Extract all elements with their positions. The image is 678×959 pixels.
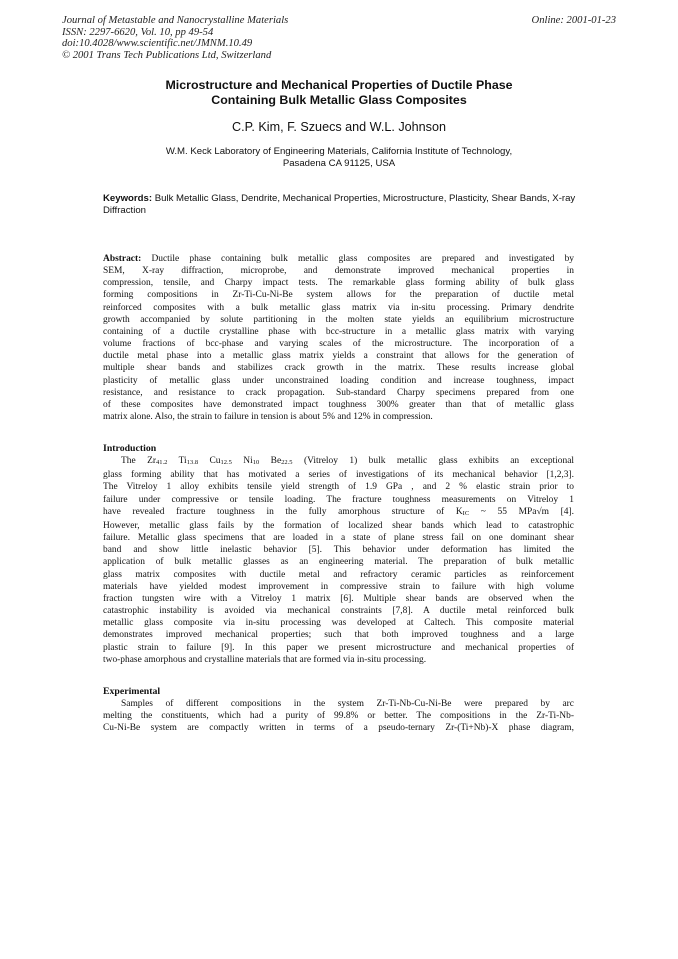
abstract-line: compression, tensile, and Charpy impact tests. The remarkable glass forming ability of bulk glass — [103, 278, 574, 289]
online-date: Online: 2001-01-23 — [531, 15, 616, 26]
abstract-line: SEM, X-ray diffraction, microprobe, and demonstrate improved mechanical properties in — [103, 266, 574, 277]
intro-first-line: The $Zr_{41.2}$ $Ti_{13.8}$ $Cu_{12.5}$ $Ni_{10}$ $Be_{22.5}$ (Vitreloy 1) bulk metallic glass exhibits an exceptional — [121, 456, 575, 467]
abstract-line: ductile metal phase into a metallic glass matrix yields a constraint that allows for the generation of — [103, 351, 574, 362]
intro-line: glass matrix composites with ductile metal and refractory ceramic particles as reinforcement — [103, 569, 574, 580]
abstract-label: Abstract: — [103, 254, 142, 264]
title-line-1: Microstructure and Mechanical Properties of Ductile Phase — [165, 78, 513, 92]
intro-line: catastrophic instability is avoided via mechanical constraints [7,8]. A ductile metal reinforced bulk — [103, 606, 574, 617]
abstract — [103, 253, 574, 423]
introduction-section — [103, 443, 574, 666]
issn-line: ISSN: 2297-6620, Vol. 10, pp 49-54 — [62, 26, 214, 38]
affiliation — [62, 146, 616, 170]
abstract-line: matrix alone. Also, the strain to failure in tension is about 5% and 12% in compression. — [103, 412, 433, 423]
intro-line: application of bulk metallic glasses as an engineering material. The preparation of bulk metallic — [103, 557, 574, 568]
copyright-line: © 2001 Trans Tech Publications Ltd, Switzerland — [62, 49, 272, 61]
intro-line: However, metallic glass fails by the formation of localized shear bands which lead to catastrophic — [103, 520, 574, 531]
experimental-line: melting the constituents, which had a purity of 99.8% or better. The compositions in the Zr-Ti-Nb- — [103, 711, 574, 722]
intro-line: metallic glass composite via in-situ processing was developed at Caltech. This composite material — [103, 618, 574, 629]
title-line-2: Containing Bulk Metallic Glass Composites — [211, 93, 467, 107]
intro-line: band and show little inelastic behavior [5]. This behavior under deformation has limited the — [103, 545, 574, 556]
paper-title — [62, 78, 616, 108]
abstract-line: of these composites have demonstrated impact toughness 300% greater than that of metallic glass — [103, 399, 574, 410]
journal-name: Journal of Metastable and Nanocrystalline Materials — [62, 15, 289, 26]
introduction-heading: Introduction — [103, 443, 157, 454]
intro-line: failure. Metallic glass specimens that are loaded in a state of plane stress fail on one dominant shear — [103, 533, 574, 544]
keywords — [103, 193, 577, 218]
intro-line: failure under compressive or tensile loading. The fracture toughness measurements on Vitreloy 1 — [103, 494, 574, 505]
intro-line-kic: have revealed fracture toughness in the fully amorphous structure of $K_{IC}$ ~ 55 MPa√m [4]. — [103, 506, 574, 517]
abstract-line: volume fractions of bcc-phase and varying scales of the microstructure. The incorporation of a — [103, 339, 574, 350]
abstract-line: forming compositions in Zr-Ti-Cu-Ni-Be system allows for the preparation of ductile metal — [103, 290, 574, 301]
abstract-line: multiple shear bands and stabilizes crack growth in the matrix. These results increase global — [103, 363, 574, 374]
abstract-line: containing of a ductile crystalline phase with bcc-structure in a metallic glass matrix with varying — [103, 326, 574, 337]
intro-line: materials have yielded modest improvement in compressive strain to failure with high volume — [103, 581, 574, 592]
doi-line: doi:10.4028/www.scientific.net/JMNM.10.49 — [62, 38, 253, 50]
experimental-line: Samples of different compositions in the system Zr-Ti-Nb-Cu-Ni-Be were prepared by arc — [121, 699, 574, 710]
experimental-heading: Experimental — [103, 686, 161, 697]
authors: C.P. Kim, F. Szuecs and W.L. Johnson — [232, 120, 446, 134]
keywords-label: Keywords: — [103, 193, 153, 204]
experimental-section — [103, 686, 574, 735]
intro-line: fraction tungsten wire with a Vitreloy 1 matrix [6]. Multiple shear bands are observed when the — [103, 593, 574, 604]
abstract-line: resistance, and resistance to crack propagation. Sub-standard Charpy specimens prepared from one — [103, 387, 574, 398]
affiliation-line-2: Pasadena CA 91125, USA — [282, 158, 396, 170]
keywords-text: Bulk Metallic Glass, Dendrite, Mechanical Properties, Microstructure, Plasticity, Shear Bands, X-ray Diffraction — [103, 193, 576, 217]
intro-line: demonstrates improved mechanical properties; such that both improved toughness and a large — [103, 630, 574, 641]
abstract-line: growth accompanied by solute partitioning in the molten state yields an equilibrium microstructure — [103, 314, 574, 325]
experimental-line: Cu-Ni-Be system are compactly written in terms of a pseudo-ternary Zr-(Ti+Nb)-X phase diagram, — [103, 723, 574, 734]
abstract-line: plasticity of metallic glass under unconstrained loading condition and increase toughness, impact — [103, 375, 574, 386]
abstract-line: reinforced composites with a bulk metallic glass matrix via in-situ processing. Primary dendrite — [103, 302, 574, 313]
affiliation-line-1: W.M. Keck Laboratory of Engineering Materials, California Institute of Technology, — [165, 146, 513, 157]
intro-line: plastic strain to failure [9]. In this paper we present microstructure and mechanical properties of — [103, 642, 574, 653]
intro-line: glass forming ability that has motivated a series of investigations of its mechanical behavior [1,2,3]. — [103, 470, 574, 481]
intro-line: two-phase amorphous and crystalline materials that are formed via in-situ processing. — [103, 654, 427, 665]
abstract-line: Abstract: Ductile phase containing bulk metallic glass composites are prepared and investigated by — [103, 254, 575, 264]
intro-line: The Vitreloy 1 alloy exhibits tensile yield strength of 1.9 GPa , and 2 % elastic strain prior to — [103, 482, 574, 493]
